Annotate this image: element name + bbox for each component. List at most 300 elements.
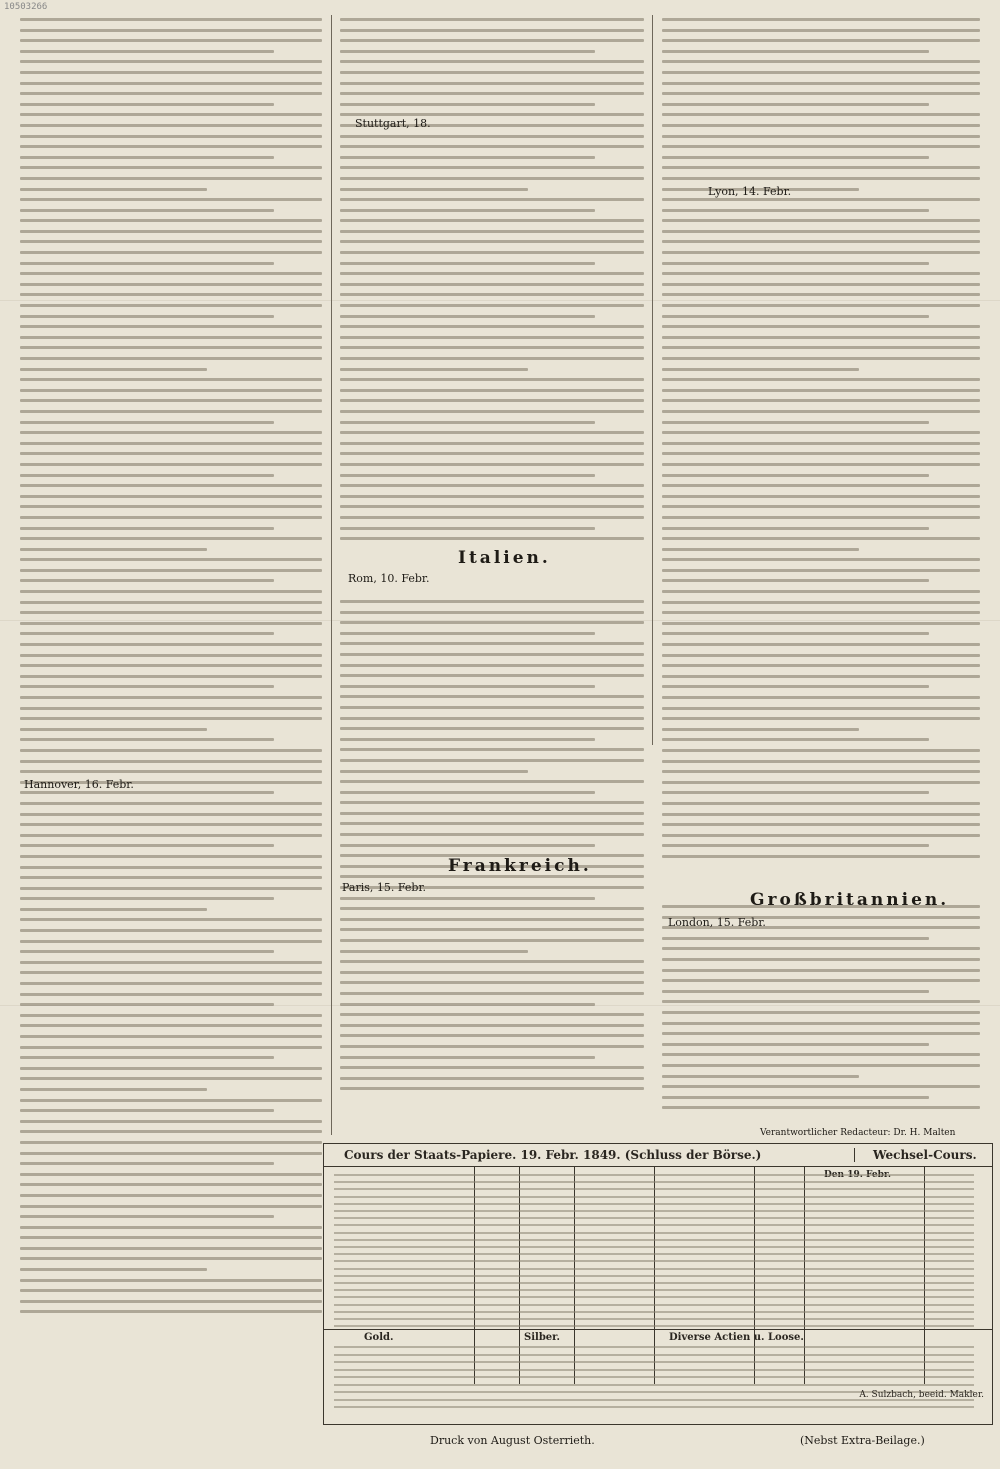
text-line [340, 685, 595, 688]
text-line [662, 548, 859, 551]
extra-beilage-note: (Nebst Extra-Beilage.) [800, 1434, 925, 1447]
text-line [340, 272, 644, 275]
text-line [662, 675, 980, 678]
text-line [340, 674, 644, 677]
text-line [340, 950, 528, 953]
table-row [334, 1361, 974, 1363]
text-line [20, 1035, 322, 1038]
text-line [20, 569, 322, 572]
text-line [20, 240, 322, 243]
text-line [20, 103, 274, 106]
table-row [334, 1346, 974, 1348]
silber-label: Silber. [524, 1332, 561, 1343]
text-line [662, 251, 980, 254]
text-line [662, 92, 980, 95]
text-line [662, 937, 929, 940]
text-line [20, 760, 322, 763]
text-line [340, 844, 595, 847]
text-line [662, 590, 980, 593]
text-line [20, 1024, 322, 1027]
text-line [20, 272, 322, 275]
text-line [662, 368, 859, 371]
text-line [20, 707, 322, 710]
dateline-lyon: Lyon, 14. Febr. [708, 185, 792, 198]
text-line [662, 442, 980, 445]
text-line [340, 1066, 644, 1069]
text-line [662, 135, 980, 138]
table-header [324, 1144, 992, 1167]
text-line [662, 537, 980, 540]
text-line [662, 1064, 980, 1067]
text-line [662, 611, 980, 614]
table-row [334, 1188, 974, 1190]
text-line [20, 1247, 322, 1250]
text-line [20, 463, 322, 466]
text-line [20, 325, 322, 328]
text-line [20, 876, 322, 879]
text-line [20, 855, 322, 858]
text-line [340, 1077, 644, 1080]
text-line [340, 230, 644, 233]
text-line [20, 1120, 322, 1123]
text-line [662, 579, 929, 582]
text-line [340, 357, 644, 360]
text-line [662, 1053, 980, 1056]
text-line [340, 960, 644, 963]
text-line [20, 728, 207, 731]
table-row [334, 1275, 974, 1277]
text-line [20, 749, 322, 752]
text-line [662, 82, 980, 85]
text-line [20, 632, 274, 635]
text-line [662, 315, 929, 318]
text-line [662, 1043, 929, 1046]
text-line [20, 908, 207, 911]
text-line [20, 166, 322, 169]
text-line [20, 336, 322, 339]
text-line [20, 177, 322, 180]
text-line [340, 240, 644, 243]
text-line [20, 1152, 322, 1155]
text-line [662, 717, 980, 720]
text-line [20, 971, 322, 974]
text-line [662, 177, 980, 180]
text-line [20, 39, 322, 42]
text-line [340, 442, 644, 445]
text-line [662, 452, 980, 455]
text-line [20, 664, 322, 667]
text-line [340, 907, 644, 910]
text-line [20, 209, 274, 212]
text-line [340, 293, 644, 296]
column-divider [331, 15, 332, 1135]
text-line [662, 124, 980, 127]
text-line [340, 39, 644, 42]
text-line [662, 103, 929, 106]
text-line [340, 389, 644, 392]
text-line [662, 156, 929, 159]
text-line [662, 855, 980, 858]
gold-label: Gold. [364, 1332, 394, 1343]
text-line [662, 431, 980, 434]
text-line [662, 1032, 980, 1035]
text-line [662, 145, 980, 148]
text-line [20, 558, 322, 561]
text-line [20, 1236, 322, 1239]
text-line [662, 654, 980, 657]
text-line [340, 706, 644, 709]
text-line [662, 685, 929, 688]
text-line [340, 378, 644, 381]
text-line [662, 990, 929, 993]
table-row [334, 1203, 974, 1205]
text-line [340, 1013, 644, 1016]
text-line [340, 971, 644, 974]
text-line [20, 929, 322, 932]
text-line [340, 1045, 644, 1048]
table-row [334, 1384, 974, 1386]
text-line [20, 442, 322, 445]
text-line [662, 728, 859, 731]
table-row [334, 1304, 974, 1306]
text-line [662, 357, 980, 360]
table-row [334, 1325, 974, 1327]
text-line [20, 940, 322, 943]
column-right-text-bottom [662, 905, 980, 1117]
text-line [340, 219, 644, 222]
text-line [20, 527, 274, 530]
text-line [20, 654, 322, 657]
diverse-label: Diverse Actien u. Loose. [669, 1332, 804, 1343]
text-line [340, 71, 644, 74]
text-line [20, 622, 322, 625]
text-line [20, 1067, 322, 1070]
exchange-title: Wechsel-Cours. [854, 1148, 977, 1162]
text-line [20, 918, 322, 921]
text-line [662, 474, 929, 477]
text-line [20, 813, 322, 816]
text-line [20, 1109, 274, 1112]
table-row [334, 1289, 974, 1291]
page-id: 10503266 [4, 2, 48, 12]
text-line [340, 188, 528, 191]
text-line [20, 1056, 274, 1059]
table-row [334, 1181, 974, 1183]
text-line [340, 600, 644, 603]
text-line [662, 495, 980, 498]
text-line [340, 738, 595, 741]
text-line [20, 357, 322, 360]
table-row [334, 1224, 974, 1226]
text-line [340, 748, 644, 751]
text-line [662, 947, 980, 950]
text-line [340, 82, 644, 85]
table-row [334, 1174, 974, 1176]
text-line [20, 389, 322, 392]
text-line [340, 833, 644, 836]
table-title: Cours der Staats-Papiere. 19. Febr. 1849. (Schluss der Börse.) [344, 1148, 762, 1162]
section-heading-france: Frankreich. [448, 856, 592, 876]
text-line [662, 39, 980, 42]
table-row [334, 1318, 974, 1320]
text-line [20, 1226, 322, 1229]
text-line [662, 696, 980, 699]
text-line [20, 1257, 322, 1260]
text-line [20, 1014, 322, 1017]
text-line [340, 198, 644, 201]
text-line [340, 1034, 644, 1037]
text-line [340, 928, 644, 931]
text-line [340, 336, 644, 339]
text-line [662, 463, 980, 466]
text-line [662, 505, 980, 508]
text-line [662, 1106, 980, 1109]
text-line [20, 1289, 322, 1292]
text-line [20, 866, 322, 869]
text-line [20, 823, 322, 826]
table-row [334, 1268, 974, 1270]
text-line [20, 251, 322, 254]
text-line [20, 717, 322, 720]
text-line [20, 378, 322, 381]
text-line [340, 527, 595, 530]
text-line [340, 770, 528, 773]
text-line [20, 431, 322, 434]
text-line [340, 399, 644, 402]
text-line [20, 1279, 322, 1282]
text-line [20, 961, 322, 964]
text-line [662, 527, 929, 530]
text-line [662, 569, 980, 572]
dateline-rom: Rom, 10. Febr. [348, 572, 430, 585]
text-line [662, 707, 980, 710]
text-line [662, 304, 980, 307]
text-line [20, 590, 322, 593]
text-line [340, 653, 644, 656]
text-line [20, 262, 274, 265]
text-line [662, 262, 929, 265]
text-line [662, 410, 980, 413]
text-line [340, 1087, 644, 1090]
text-line [340, 463, 644, 466]
text-line [662, 760, 980, 763]
text-line [20, 611, 322, 614]
text-line [662, 643, 980, 646]
dateline-hannover: Hannover, 16. Febr. [24, 778, 134, 791]
table-row [334, 1406, 974, 1408]
text-line [340, 1024, 644, 1027]
section-heading-britain: Großbritannien. [750, 890, 950, 910]
text-line [662, 336, 980, 339]
text-line [662, 749, 980, 752]
table-row [334, 1354, 974, 1356]
dateline-stuttgart: Stuttgart, 18. [355, 117, 431, 130]
text-line [20, 1300, 322, 1303]
text-line [662, 378, 980, 381]
text-line [340, 791, 595, 794]
text-line [340, 50, 595, 53]
text-line [340, 421, 595, 424]
text-line [20, 113, 322, 116]
text-line [662, 738, 929, 741]
table-row [334, 1246, 974, 1248]
text-line [20, 1215, 274, 1218]
table-row [334, 1311, 974, 1313]
text-line [340, 452, 644, 455]
section-heading-italy: Italien. [458, 548, 551, 568]
text-line [340, 60, 644, 63]
text-line [662, 1096, 929, 1099]
text-line [340, 262, 595, 265]
text-line [662, 60, 980, 63]
text-line [20, 1268, 207, 1271]
text-line [340, 611, 644, 614]
text-line [340, 145, 644, 148]
text-line [662, 958, 980, 961]
text-line [20, 579, 274, 582]
text-line [662, 1022, 980, 1025]
text-line [20, 145, 322, 148]
text-line [20, 548, 207, 551]
text-line [340, 283, 644, 286]
text-line [662, 664, 980, 667]
text-line [20, 60, 322, 63]
text-line [340, 1056, 595, 1059]
text-line [340, 113, 644, 116]
text-line [340, 92, 644, 95]
text-line [662, 834, 980, 837]
text-line [20, 516, 322, 519]
text-line [20, 834, 322, 837]
text-line [340, 537, 644, 540]
text-line [20, 1088, 207, 1091]
text-line [20, 643, 322, 646]
broker-signature: A. Sulzbach, beeid. Makler. [859, 1390, 984, 1400]
text-line [340, 516, 644, 519]
text-line [20, 537, 322, 540]
text-line [340, 166, 644, 169]
text-line [662, 770, 980, 773]
text-line [662, 18, 980, 21]
text-line [662, 219, 980, 222]
text-line [662, 29, 980, 32]
table-row [334, 1296, 974, 1298]
text-line [340, 346, 644, 349]
text-line [662, 166, 980, 169]
column-left-text [20, 18, 322, 1321]
print-line: Druck von August Osterrieth. [430, 1434, 595, 1447]
text-line [340, 664, 644, 667]
text-line [20, 897, 274, 900]
text-line [20, 421, 274, 424]
text-line [662, 622, 980, 625]
text-line [340, 156, 595, 159]
text-line [340, 780, 644, 783]
text-line [340, 992, 644, 995]
text-line [662, 632, 929, 635]
text-line [20, 1194, 322, 1197]
dateline-london: London, 15. Febr. [668, 916, 766, 929]
text-line [662, 813, 980, 816]
text-line [20, 156, 274, 159]
text-line [662, 802, 980, 805]
text-line [662, 389, 980, 392]
text-line [662, 781, 980, 784]
text-line [20, 802, 322, 805]
text-line [662, 325, 980, 328]
table-row [334, 1239, 974, 1241]
text-line [340, 251, 644, 254]
text-line [340, 642, 644, 645]
text-line [20, 92, 322, 95]
text-line [20, 1003, 274, 1006]
text-line [662, 969, 980, 972]
text-line [20, 230, 322, 233]
text-line [662, 283, 980, 286]
text-line [662, 791, 929, 794]
text-line [20, 950, 274, 953]
text-line [20, 410, 322, 413]
text-line [340, 29, 644, 32]
text-line [20, 315, 274, 318]
table-row [334, 1210, 974, 1212]
text-line [662, 346, 980, 349]
text-line [340, 717, 644, 720]
text-line [662, 1085, 980, 1088]
text-line [20, 346, 322, 349]
text-line [20, 1130, 322, 1133]
table-row [334, 1196, 974, 1198]
column-middle-text-top [340, 18, 644, 548]
text-line [340, 135, 644, 138]
text-line [662, 272, 980, 275]
text-line [340, 632, 595, 635]
text-line [20, 982, 322, 985]
column-divider [652, 15, 653, 745]
text-line [662, 198, 980, 201]
text-line [340, 695, 644, 698]
text-line [340, 325, 644, 328]
text-line [662, 293, 980, 296]
table-row [334, 1376, 974, 1378]
text-line [340, 939, 644, 942]
editor-line: Verantwortlicher Redacteur: Dr. H. Malten [760, 1128, 956, 1138]
text-line [340, 918, 644, 921]
text-line [20, 770, 322, 773]
text-line [20, 399, 322, 402]
text-line [20, 696, 322, 699]
text-line [662, 71, 980, 74]
stock-price-table [323, 1143, 993, 1425]
text-line [662, 979, 980, 982]
text-line [340, 495, 644, 498]
text-line [340, 759, 644, 762]
text-line [340, 103, 595, 106]
text-line [20, 844, 274, 847]
text-line [20, 219, 322, 222]
text-line [20, 495, 322, 498]
text-line [662, 230, 980, 233]
text-line [20, 50, 274, 53]
text-line [340, 474, 595, 477]
text-line [662, 844, 929, 847]
text-line [662, 1011, 980, 1014]
text-line [340, 177, 644, 180]
text-line [20, 18, 322, 21]
text-line [340, 368, 528, 371]
text-line [20, 368, 207, 371]
table-row [334, 1369, 974, 1371]
